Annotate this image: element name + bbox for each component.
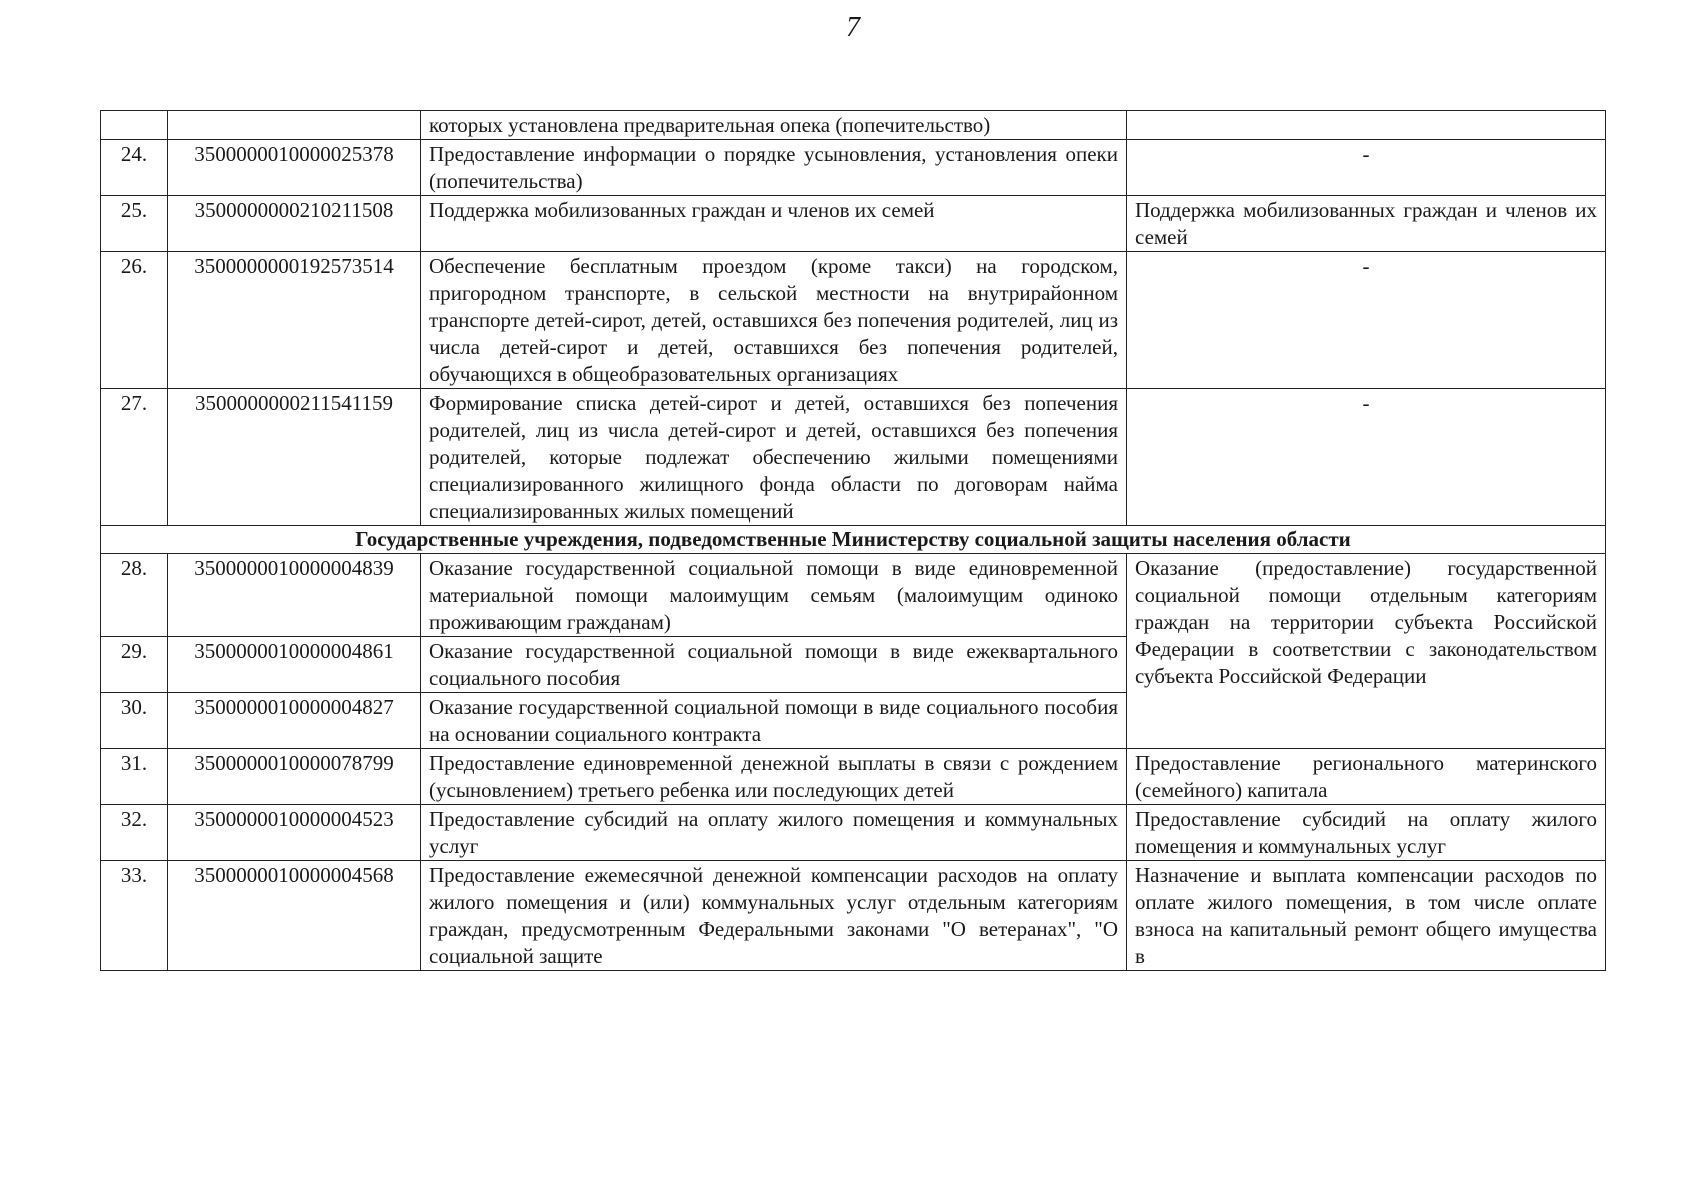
row-number [101, 111, 168, 140]
service-name: которых установлена предварительная опека (попечительство) [421, 111, 1127, 140]
typical-service: Предоставление субсидий на оплату жилого помещения и коммунальных услуг [1127, 805, 1606, 861]
registry-code: 3500000010000004568 [168, 861, 421, 971]
section-header-row [101, 526, 1606, 554]
service-name: Предоставление ежемесячной денежной компенсации расходов на оплату жилого помещения и (или) коммунальных услуг отдельным категориям граждан, предусмотренным Федеральными законами "О ветеранах", "О социальной защите [421, 861, 1127, 971]
table-row [101, 252, 1606, 389]
row-number: 31. [101, 749, 168, 805]
service-name: Формирование списка детей-сирот и детей, оставшихся без попечения родителей, лиц из числа детей-сирот и детей, оставшихся без попечения родителей, которые подлежат обеспечению жилыми помещениями специализированного жилищного фонда области по договорам найма специализированных жилых помещений [421, 389, 1127, 526]
row-number: 29. [101, 637, 168, 693]
row-number: 32. [101, 805, 168, 861]
registry-code: 3500000010000004827 [168, 693, 421, 749]
service-name: Поддержка мобилизованных граждан и членов их семей [421, 196, 1127, 252]
table-row [101, 140, 1606, 196]
row-number: 27. [101, 389, 168, 526]
typical-service: Предоставление регионального материнского (семейного) капитала [1127, 749, 1606, 805]
typical-service: Поддержка мобилизованных граждан и членов их семей [1127, 196, 1606, 252]
registry-code: 3500000000210211508 [168, 196, 421, 252]
page-number: 7 [846, 12, 860, 43]
section-title: Государственные учреждения, подведомственные Министерству социальной защиты населения области [101, 526, 1606, 554]
registry-code: 3500000010000025378 [168, 140, 421, 196]
table-row [101, 554, 1606, 637]
service-name: Оказание государственной социальной помощи в виде социального пособия на основании социального контракта [421, 693, 1127, 749]
table-row [101, 111, 1606, 140]
service-name: Предоставление информации о порядке усыновления, установления опеки (попечительства) [421, 140, 1127, 196]
table-row [101, 389, 1606, 526]
table-row [101, 805, 1606, 861]
service-name: Предоставление единовременной денежной выплаты в связи с рождением (усыновлением) третьего ребенка или последующих детей [421, 749, 1127, 805]
row-number: 33. [101, 861, 168, 971]
row-number: 24. [101, 140, 168, 196]
table-row [101, 861, 1606, 971]
service-name: Обеспечение бесплатным проездом (кроме такси) на городском, пригородном транспорте, в сельской местности на внутрирайонном транспорте детей-сирот, детей, оставшихся без попечения родителей, лиц из числа детей-сирот и детей, оставшихся без попечения родителей, обучающихся в общеобразовательных организациях [421, 252, 1127, 389]
row-number: 25. [101, 196, 168, 252]
row-number: 26. [101, 252, 168, 389]
registry-code: 3500000000192573514 [168, 252, 421, 389]
registry-code: 3500000010000078799 [168, 749, 421, 805]
row-number: 28. [101, 554, 168, 637]
row-number: 30. [101, 693, 168, 749]
typical-service: Назначение и выплата компенсации расходов по оплате жилого помещения, в том числе оплате взноса на капитальный ремонт общего имущества в [1127, 861, 1606, 971]
typical-service: - [1127, 140, 1606, 196]
service-name: Оказание государственной социальной помощи в виде ежеквартального социального пособия [421, 637, 1127, 693]
registry-code: 3500000000211541159 [168, 389, 421, 526]
service-name: Предоставление субсидий на оплату жилого помещения и коммунальных услуг [421, 805, 1127, 861]
registry-code: 3500000010000004523 [168, 805, 421, 861]
services-table [100, 110, 1606, 971]
typical-service [1127, 111, 1606, 140]
typical-service: - [1127, 252, 1606, 389]
registry-code: 3500000010000004861 [168, 637, 421, 693]
typical-service: - [1127, 389, 1606, 526]
table-row [101, 196, 1606, 252]
registry-code [168, 111, 421, 140]
service-name: Оказание государственной социальной помощи в виде единовременной материальной помощи малоимущим семьям (малоимущим одиноко проживающим гражданам) [421, 554, 1127, 637]
table-row [101, 749, 1606, 805]
registry-code: 3500000010000004839 [168, 554, 421, 637]
typical-service: Оказание (предоставление) государственной социальной помощи отдельным категориям граждан на территории субъекта Российской Федерации в соответствии с законодательством субъекта Российской Федерации [1127, 554, 1606, 749]
